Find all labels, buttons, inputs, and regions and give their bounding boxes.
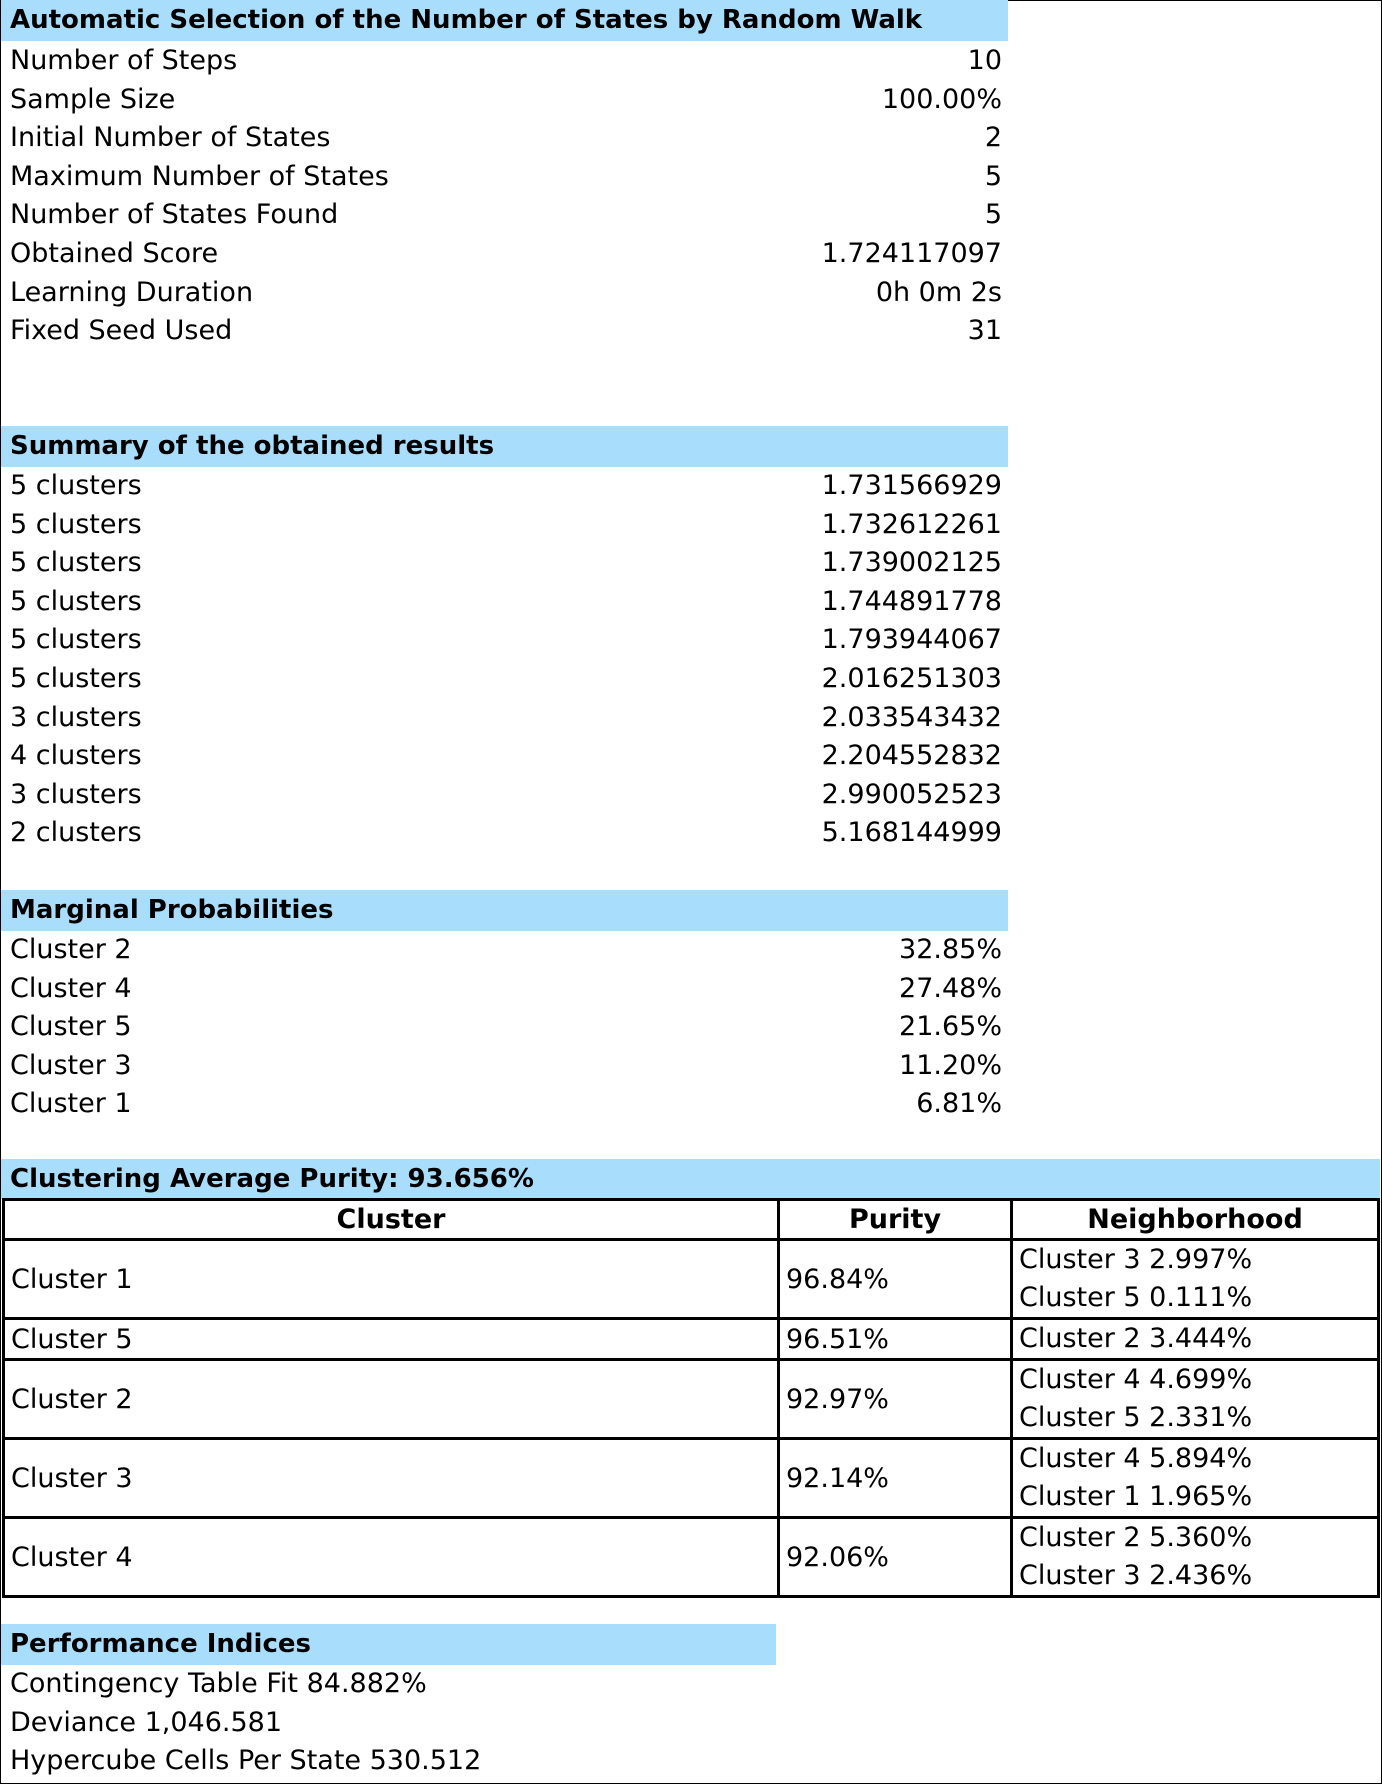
section-header-purity: Clustering Average Purity: 93.656%	[1, 1159, 1380, 1199]
summary-row	[10, 814, 1002, 853]
section-header-marginal: Marginal Probabilities	[1, 890, 1008, 931]
column-header-cluster: Cluster	[4, 1200, 779, 1240]
row-label: Number of Steps	[10, 45, 238, 76]
summary-row	[10, 544, 1002, 583]
row-label: Learning Duration	[10, 276, 254, 308]
row-label: Cluster 3	[10, 1049, 132, 1081]
neighbor-entry: Cluster 2 3.444%	[1019, 1323, 1253, 1354]
row-value: 2.016251303	[821, 662, 1002, 694]
row-value: 5	[984, 199, 1002, 231]
row-value: 1.793944067	[821, 624, 1002, 656]
row-value: 1.724117097	[821, 237, 1002, 269]
row-label: Obtained Score	[10, 237, 219, 269]
row-label: Fixed Seed Used	[10, 315, 233, 347]
column-header-neighborhood: Neighborhood	[1012, 1200, 1379, 1240]
row-label: Initial Number of States	[10, 122, 331, 154]
row-label: 3 clusters	[10, 701, 142, 733]
neighbor-entry: Cluster 5 2.331%	[1019, 1402, 1253, 1433]
row-value: 32.85%	[899, 934, 1002, 965]
purity-table	[2, 1198, 1380, 1598]
summary-row	[10, 467, 1002, 506]
row-label: 5 clusters	[10, 547, 142, 579]
neighbor-entry: Cluster 4 4.699%	[1019, 1364, 1253, 1395]
auto_selection-row	[10, 274, 1002, 313]
row-value: 6.81%	[916, 1088, 1002, 1120]
cluster-cell: Cluster 1	[4, 1240, 779, 1319]
cluster-cell: Cluster 5	[4, 1319, 779, 1360]
row-value: 2.033543432	[821, 701, 1002, 733]
row-value: 2.990052523	[821, 778, 1002, 810]
row-label: Cluster 5	[10, 1011, 132, 1043]
marginal-row	[10, 1008, 1002, 1047]
row-value: 100.00%	[881, 83, 1002, 115]
auto_selection-row	[10, 235, 1002, 274]
neighbor-entry: Cluster 3 2.997%	[1019, 1244, 1253, 1275]
neighbor-entry: Cluster 1 1.965%	[1019, 1481, 1253, 1512]
summary-row	[10, 660, 1002, 699]
row-value: 5.168144999	[821, 817, 1002, 849]
row-label: 2 clusters	[10, 817, 142, 849]
row-label: Cluster 4	[10, 972, 132, 1004]
marginal-row	[10, 931, 1002, 970]
row-value: 2	[984, 122, 1002, 154]
row-label: Cluster 2	[10, 934, 132, 965]
auto_selection-row	[10, 119, 1002, 158]
row-value: 1.739002125	[821, 547, 1002, 579]
summary-list	[10, 467, 1002, 853]
auto_selection-row	[10, 196, 1002, 235]
auto_selection-row	[10, 81, 1002, 120]
row-label: 3 clusters	[10, 778, 142, 810]
section-header-performance: Performance Indices	[1, 1624, 776, 1665]
cluster-cell: Cluster 2	[4, 1360, 779, 1439]
purity-cell: 92.14%	[779, 1439, 1012, 1518]
auto_selection-row	[10, 312, 1002, 351]
row-value: 2.204552832	[821, 740, 1002, 772]
row-label: 5 clusters	[10, 508, 142, 540]
row-label: Number of States Found	[10, 199, 339, 231]
purity-cell: 96.84%	[779, 1240, 1012, 1319]
purity-cell: 96.51%	[779, 1319, 1012, 1360]
summary-row	[10, 776, 1002, 815]
table-row	[4, 1240, 1379, 1319]
table-header-row	[4, 1200, 1379, 1240]
purity-cell: 92.97%	[779, 1360, 1012, 1439]
neighborhood-cell	[1012, 1240, 1379, 1319]
neighborhood-cell	[1012, 1360, 1379, 1439]
marginal-row	[10, 1085, 1002, 1124]
column-header-purity: Purity	[779, 1200, 1012, 1240]
row-label: 5 clusters	[10, 585, 142, 617]
neighborhood-cell	[1012, 1319, 1379, 1360]
summary-row	[10, 699, 1002, 738]
row-value: 5	[984, 160, 1002, 192]
performance-deviance: Deviance 1,046.581	[10, 1707, 282, 1738]
cluster-cell: Cluster 3	[4, 1439, 779, 1518]
neighbor-entry: Cluster 2 5.360%	[1019, 1522, 1253, 1553]
auto_selection-row	[10, 158, 1002, 197]
table-row	[4, 1360, 1379, 1439]
performance-contingency-fit: Contingency Table Fit 84.882%	[10, 1668, 427, 1699]
auto-selection-list	[10, 42, 1002, 351]
row-label: 5 clusters	[10, 624, 142, 656]
neighbor-entry: Cluster 4 5.894%	[1019, 1443, 1253, 1474]
performance-hypercube-cells: Hypercube Cells Per State 530.512	[10, 1745, 482, 1776]
row-value: 21.65%	[899, 1011, 1002, 1043]
row-value: 27.48%	[899, 972, 1002, 1004]
section-header-summary: Summary of the obtained results	[1, 426, 1008, 467]
neighbor-entry: Cluster 5 0.111%	[1019, 1282, 1253, 1313]
section-header-auto-selection: Automatic Selection of the Number of States by Random Walk	[1, 0, 1008, 41]
summary-row	[10, 621, 1002, 660]
row-label: Maximum Number of States	[10, 160, 389, 192]
neighbor-entry: Cluster 3 2.436%	[1019, 1560, 1253, 1591]
marginal-list	[10, 931, 1002, 1124]
cluster-cell: Cluster 4	[4, 1518, 779, 1597]
neighborhood-cell	[1012, 1518, 1379, 1597]
row-value: 1.731566929	[821, 470, 1002, 501]
row-label: 5 clusters	[10, 662, 142, 694]
marginal-row	[10, 1047, 1002, 1086]
row-label: Sample Size	[10, 83, 176, 115]
table-row	[4, 1319, 1379, 1360]
row-label: Cluster 1	[10, 1088, 132, 1120]
row-value: 1.744891778	[821, 585, 1002, 617]
marginal-row	[10, 970, 1002, 1009]
table-row	[4, 1518, 1379, 1597]
row-value: 10	[967, 45, 1002, 76]
row-value: 1.732612261	[821, 508, 1002, 540]
row-label: 5 clusters	[10, 470, 142, 501]
summary-row	[10, 737, 1002, 776]
purity-cell: 92.06%	[779, 1518, 1012, 1597]
row-value: 0h 0m 2s	[875, 276, 1002, 308]
neighborhood-cell	[1012, 1439, 1379, 1518]
row-value: 11.20%	[899, 1049, 1002, 1081]
row-label: 4 clusters	[10, 740, 142, 772]
summary-row	[10, 583, 1002, 622]
table-row	[4, 1439, 1379, 1518]
summary-row	[10, 506, 1002, 545]
auto_selection-row	[10, 42, 1002, 81]
row-value: 31	[967, 315, 1002, 347]
